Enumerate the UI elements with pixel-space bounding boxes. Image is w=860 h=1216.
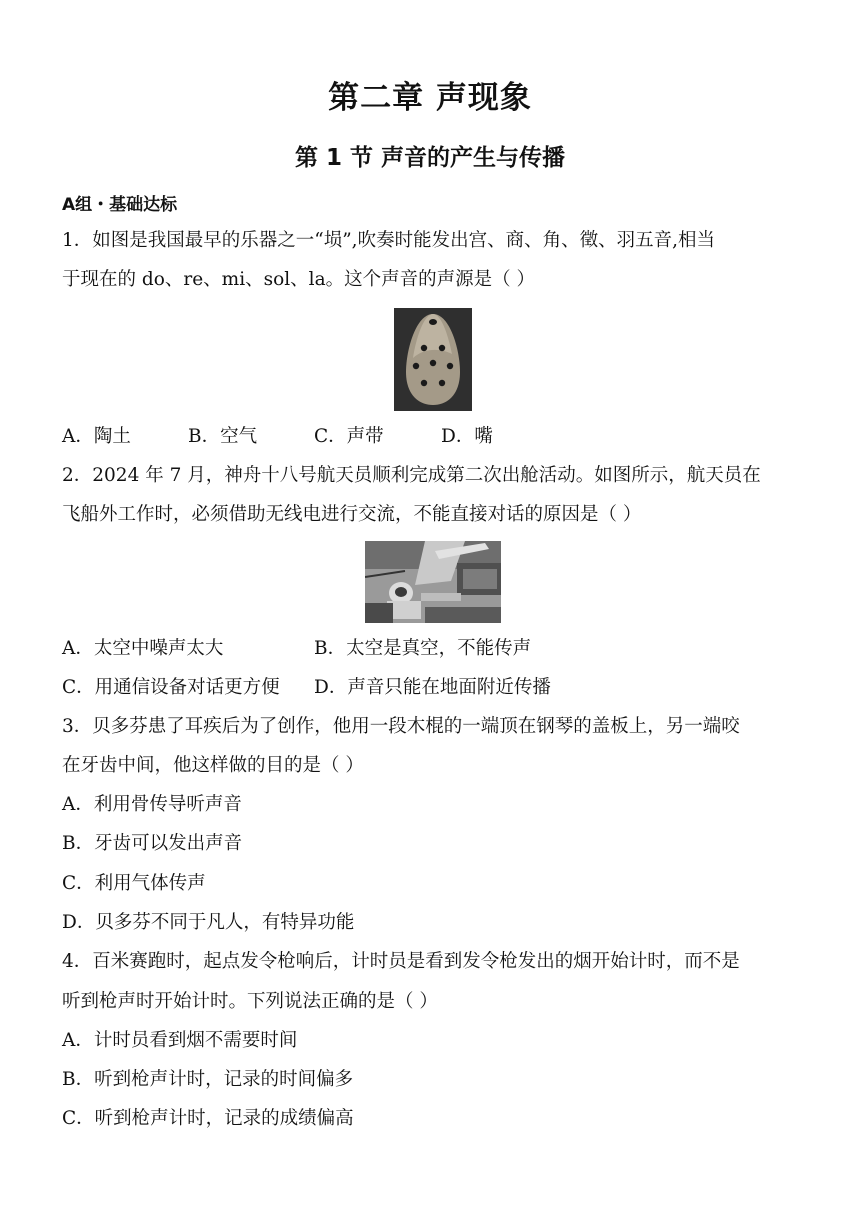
astronaut-spacewalk-image — [365, 541, 501, 623]
question-4-line-2: 听到枪声时开始计时。下列说法正确的是（ ） — [62, 991, 438, 1012]
q3-option-d: D．贝多芬不同于凡人，有特异功能 — [62, 912, 355, 933]
xun-instrument-image — [394, 308, 472, 411]
question-4-line-1: 4．百米赛跑时，起点发令枪响后，计时员是看到发令枪发出的烟开始计时，而不是 — [62, 951, 740, 972]
q1-option-b: B．空气 — [188, 426, 258, 447]
q4-option-c: C．听到枪声计时，记录的成绩偏高 — [62, 1108, 354, 1129]
q3-option-c: C．利用气体传声 — [62, 873, 206, 894]
question-2-line-2: 飞船外工作时，必须借助无线电进行交流，不能直接对话的原因是（ ） — [62, 504, 642, 525]
q3-option-a: A．利用骨传导听声音 — [62, 794, 242, 815]
q3-option-b: B．牙齿可以发出声音 — [62, 833, 243, 854]
q2-option-d: D．声音只能在地面附近传播 — [314, 677, 551, 698]
question-3-line-2: 在牙齿中间，他这样做的目的是（ ） — [62, 755, 364, 776]
chapter-title: 第二章 声现象 — [328, 80, 532, 116]
question-2-line-1: 2．2024 年 7 月，神舟十八号航天员顺利完成第二次出舱活动。如图所示，航天员在 — [62, 465, 761, 486]
q4-option-b: B．听到枪声计时，记录的时间偏多 — [62, 1069, 354, 1090]
question-1-line-1: 1．如图是我国最早的乐器之一“埙”,吹奏时能发出宫、商、角、徵、羽五音,相当 — [62, 230, 715, 251]
question-3-line-1: 3．贝多芬患了耳疾后为了创作，他用一段木棍的一端顶在钢琴的盖板上，另一端咬 — [62, 716, 740, 737]
q1-option-a: A．陶土 — [62, 426, 131, 447]
q4-option-a: A．计时员看到烟不需要时间 — [62, 1030, 298, 1051]
group-title: A组・基础达标 — [62, 195, 178, 215]
section-title: 第 1 节 声音的产生与传播 — [294, 145, 566, 171]
q1-option-c: C．声带 — [314, 426, 384, 447]
question-1-line-2: 于现在的 do、re、mi、sol、la。这个声音的声源是（ ） — [62, 269, 535, 290]
q2-option-b: B．太空是真空，不能传声 — [314, 638, 532, 659]
q2-option-a: A．太空中噪声太大 — [62, 638, 224, 659]
q2-option-c: C．用通信设备对话更方便 — [62, 677, 280, 698]
q1-option-d: D．嘴 — [441, 426, 493, 447]
